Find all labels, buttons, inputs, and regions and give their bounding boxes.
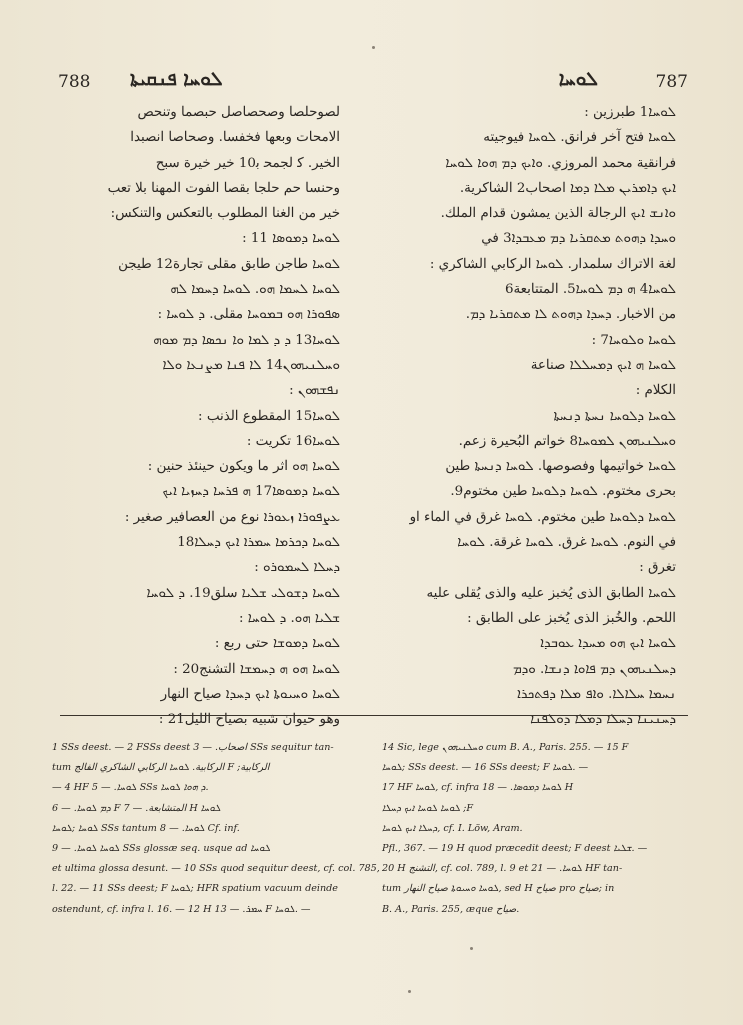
text-line: ܠܘܚܐ1 طبرزين :	[584, 105, 676, 120]
text-line: ܠܘܚܐ طاجن طابق مقلى تجارة12 طيجن	[118, 256, 340, 272]
text-line: ܕܚܠܢܝܗܘܢ ܕܡ ܦܐܘܐ ܕܢܫܐ. ܘܕܡ	[513, 661, 676, 677]
text-line: ܥܨܦܘܪܐ ܙܥܘܪܐ نوع من العصافير صغير :	[124, 509, 340, 525]
text-line: ܠܘܚܐ الطابق الذى يُخبز عليه والذى يُقلى عليه	[426, 585, 676, 601]
paper-speck	[470, 947, 473, 950]
text-line: وهو حيوان شبيه بصياح الليل21 :	[158, 712, 340, 728]
text-line: ܠܘܚܐ ܘܠܘܚܐ7 :	[591, 332, 676, 348]
text-line: ܠܘܚܐ ܕܟܪܡܐ ܚܡܪܐ ܐܝܟ ܕܚܠܐ18	[177, 535, 340, 551]
text-line: ܘܚܕܐ ܕܗܘܬ ܡܬܩܪܝܐ ܕܡ ܡܥܒܕܐ3 في	[481, 231, 676, 247]
text-line: ܘܚܠܢܝܗܘܢ14 ܠܐ ܦܢܐ ܡܨܢܥܐ ܘܠܐ	[162, 357, 340, 373]
text-line: خير من الغنا المطلوب بالتعكس والتنكس:	[110, 206, 340, 222]
text-line: ܕܚܢܝܢܐ ܕܚܠܐ ܕܡܠܐ ܕܘܠܦܢܐ	[530, 712, 676, 728]
text-line: ܘܐܢܫ ܐܝܟ الرجالة الذين يمشون قدام الملك.	[440, 206, 676, 222]
text-line: ܢܚܡܐ ܚܠܐܠܐ. ܘܐܦ ܡܠܐ ܕܦܬܟܪܐ	[517, 686, 676, 702]
text-line: ܠܘܚܐ15 المقطوع الذنب :	[198, 408, 340, 424]
footnote-line: l. 22. — 11 SSs deest; F ܠܘܚܐ; HFR spatium vacuum deinde	[52, 883, 338, 895]
right-footnotes	[382, 738, 682, 928]
text-line: الامحات وبعها فخفسا. وصحاصا انصبدا	[130, 130, 340, 146]
text-line: بحرى مختوم. ܠܘܚܐ ܕܠܘܚܐ طين مختوم9.	[450, 484, 676, 500]
text-line: ܘܚܠܢܝܗܘܢ ܠܡܘܚܐ8 خواتم البُحيرة زعم.	[458, 433, 676, 449]
footnote-line: 17 HF ܠܘܚܐ, cf. infra ܠܘܚܐ ܕܡܘܣܐ. — 18 H	[382, 782, 574, 794]
text-line: ܠܘܚܐ16 تكريت :	[246, 433, 340, 449]
footnote-line: ܕܚܠܐ ܐܝܟ ܠܘܚܐ, cf. I. Löw, Aram.	[382, 822, 523, 834]
right-page-number: 787	[655, 72, 688, 92]
text-line: ܠܘܚܐ ܕܫܘܠܝ ܫܠܝܐ سلق19. ܕ ܠܘܚܐ	[146, 585, 340, 601]
left-text-column	[44, 100, 340, 728]
footnote-line: Pfl., 367. — 19 H quod præcedit deest; F deest ܫܠܝܐ. —	[382, 843, 648, 855]
footnote-line: ܠܘܚܐ ;ܠܘܚܐ SSs tantum ܠܘܚܐ. — 8 Cf. inf.	[52, 822, 240, 834]
text-line: ܠܘܚܐ ܗܘ ܗ ܕܚܡܫܐ التشنج20 :	[173, 661, 340, 677]
text-line: اللحم. والخُبز الذى يُخبز على الطابق :	[467, 610, 676, 626]
text-line: من الاخبار. ܕܚܕܐ ܕܗܘܬ ܠܐ ܡܬܩܪܝܐ ܕܡ.	[465, 307, 676, 323]
text-line: ܠܘܚܐ ܕܡܘܣܐ17 ܗ ܦܪܚܐ ܕܚܙܝܐ ܐܝܟ	[162, 484, 340, 500]
footnote-line: ܠܘܚܐ ܠܘܚܐ ܐܝܟ ܕܚܠܐ ;F	[382, 802, 474, 814]
text-line: ܠܘܚܐ ܕܠܘܚܐ ܢܚܬܐ ܕܢܚܬܐ	[553, 408, 676, 424]
left-page-number: 788	[58, 72, 91, 92]
left-running-title: ܠܘܚܐ ܦܢܩܝܬܐ	[130, 68, 223, 90]
text-line: ܠܘܚܐ ܕܠܘܚܐ طين مختوم. ܠܘܚܐ غرق في الماء او	[409, 509, 676, 525]
text-line: تغرق :	[639, 560, 676, 576]
footnote-line: 1 SSs deest. — 2 FSSs deest اصحاب. — 3 SSs sequitur tan-	[52, 742, 334, 753]
left-footnotes	[52, 738, 380, 928]
text-line: ܠܘܚܐ فتح آخر فرانق. ܠܘܚܐ فيوجيته	[483, 130, 676, 146]
text-line: ܠܘܚܐ ܕܡܘܫܐ حتى ربع :	[214, 636, 340, 652]
text-line: الكلام :	[635, 383, 676, 399]
footnote-line: B. A., Paris. 255, æque صياح.	[382, 903, 520, 915]
footnote-line: 20 H التشنج, cf. col. 789, l. 9 et ܠܘܚܐ. — 21 HF tan-	[382, 863, 623, 875]
footnote-line: tum الركابية. ܠܘܚܐ الركابي الشاكري الفالج F ;الركابية	[52, 762, 270, 774]
text-line: ܢܦܫܗܘܢ :	[289, 383, 340, 399]
text-line: ܠܘܚܐ ܗܘ اثر ما ويكون حينئذ حنين :	[147, 459, 340, 475]
text-line: ܠܘܚܐ13 ܕ ܕ ܠܡܐ ܘܐ ܢܟܣܐ ܕܡ ܡܘܗ	[153, 332, 340, 348]
paper-speck	[408, 990, 411, 993]
text-line: ܣܦܘܪܐ ܗܘ ܒܡܘܚܐ مقلى. ܕ ܠܘܚܐ :	[157, 307, 340, 323]
text-line: فرانقية محمد المروزي. ܘܐܝܟ ܕܡ ܗܘܐ ܠܘܚܐ	[445, 155, 676, 171]
text-line: ܠܘܚܐ خواتيمها وفصوصها. ܠܘܚܐ ܕܢܚܬܐ طين	[445, 459, 676, 475]
text-line: ܫܠܝܐ ܗܘ. ܕ ܠܘܚܐ :	[238, 610, 340, 626]
footnote-line: ܠܘܚܐ ܠܘܚܐ. — 9 SSs glossæ seq. usque ad ܠܘܚܐ	[52, 843, 271, 855]
paper-speck	[372, 46, 375, 49]
text-line: ܠܘܚܐ ܐܝܟ ܗܘ ܡܚܕܐ ܥܘܒܕܐ	[540, 636, 676, 652]
text-line: لصوحلصا وصحصاصل حبصما وتنحص	[137, 105, 340, 120]
text-line: ܠܘܚܐ ܘܚܝܘܬܐ ܐܝܟ ܕܚܕܐ صياح النهار	[160, 686, 340, 702]
text-line: ܠܘܚܐ ܗ ܐܝܟ ܕܡܚܠܠܐ صناعة	[530, 357, 676, 373]
footnote-line: ostendunt, cf. infra l. 16. — 12 H ܚܡܪ. — 13 F ܠܘܚܐ. —	[52, 903, 311, 915]
text-line: ܠܘܚܐ ܕܡܘܣܐ 11 :	[242, 231, 340, 247]
right-text-column	[380, 100, 676, 728]
text-line: وحنسا حم حلجا بقصا الفوت المهنا بلا تعب	[107, 180, 340, 196]
text-line: ܕܚܠܐ ܠܚܡܘܪܘ :	[254, 560, 340, 576]
footnote-line: tum ܠܘܚܐ ܘܚܝܘܬܐ صياح النهار, sed H صياح pro صياح; in	[382, 883, 615, 895]
footnote-divider	[60, 715, 688, 716]
text-line: الخير. ﮐ ﻟﺠﻤﺤ ﺑ10 ﺧﻴﺮ ﺧﻴﺮﺓ ﺳﺒﺢ	[155, 155, 340, 171]
text-line: ܐܝܟ ܕܐܡܪܝܢ ܡܠܐ ܕܡܐ اصحاب2 الشاكرية.	[459, 180, 676, 196]
footnote-line: et ultima glossa desunt. — 10 SSs quod sequitur deest, cf. col. 785,	[52, 863, 380, 875]
text-line: ܠܘܚܐ4 ܗ ܕܡ ܠܘܚܐ5. المتتابعة6	[504, 282, 676, 298]
footnote-line: — 4 HF ܠܘܚܐ. — 5 SSs ܕ ܗܘܐ ܠܘܚܐ.	[52, 782, 209, 794]
footnote-line: 14 Sic, lege ܘܚܠܢܝܗܘܢ cum B. A., Paris. 255. — 15 F	[382, 742, 629, 753]
text-line: في النوم. ܠܘܚܐ غرق. ܠܘܚܐ غرقة. ܠܘܚܐ	[457, 535, 676, 551]
text-line: ܠܘܚܐ ܠܚܡܐ ܗܘ. ܠܘܚܐ ܕܚܡܐ ܠܗ	[170, 282, 340, 298]
page-header	[58, 68, 688, 98]
footnote-line: ܠܘܚܐ; SSs deest. — 16 SSs deest; F ܠܘܚܐ. —	[382, 762, 589, 774]
footnote-line: ܕܡ ܠܘܚܐ. — 6 F المتشابعة. — 7 H ܠܘܚܐ	[52, 802, 221, 814]
right-running-title: ܠܘܚܐ	[558, 68, 598, 90]
text-line: لغة الاتراك سلمدار. ܠܘܚܐ الركابي الشاكري :	[429, 256, 676, 272]
